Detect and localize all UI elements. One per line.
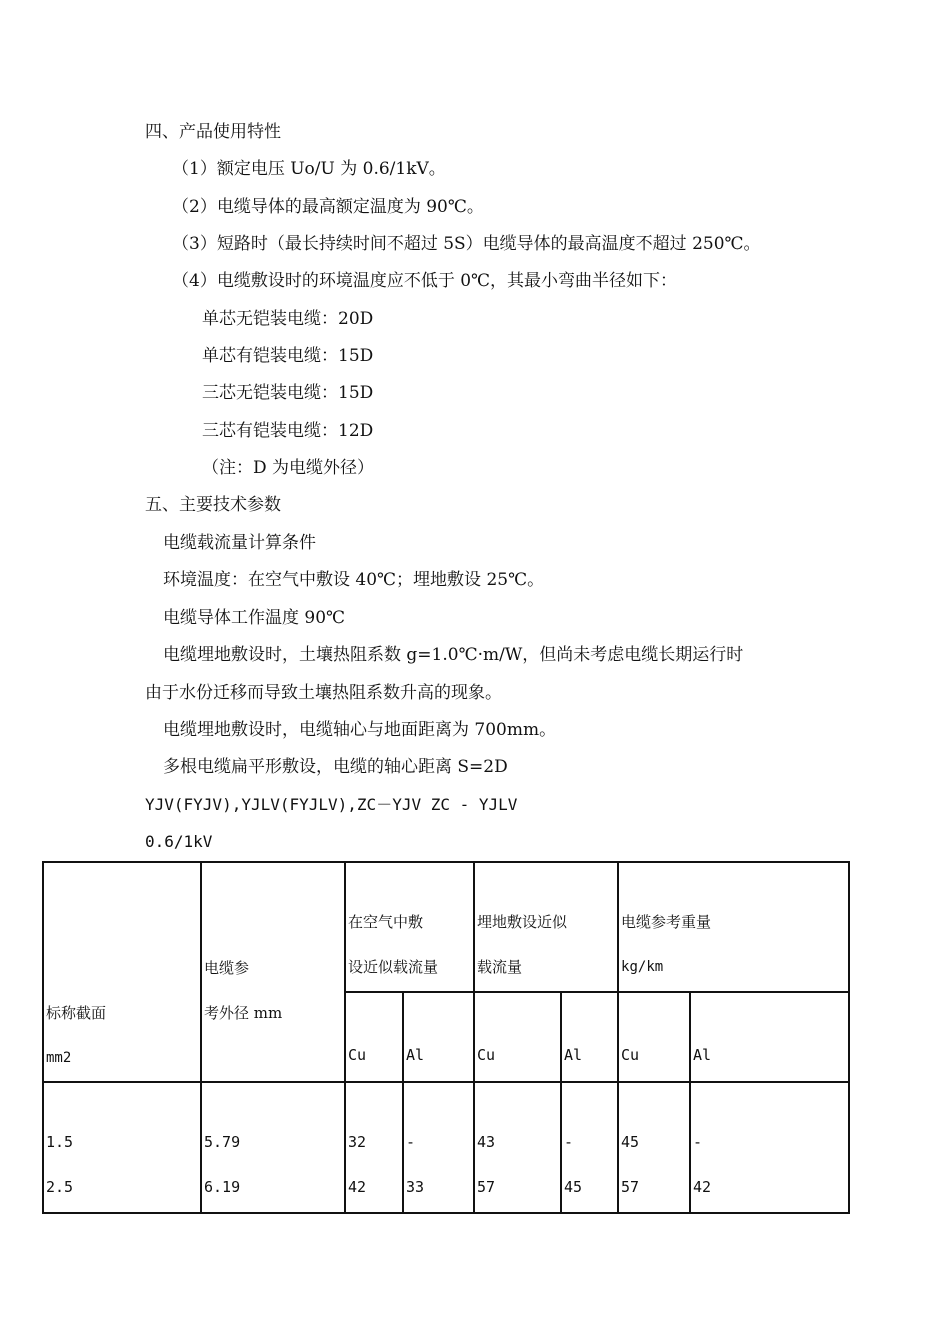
bend-radius-4: 三芯有铠装电缆：12D bbox=[202, 421, 374, 441]
axis-distance: 多根电缆扁平形敷设，电缆的轴心距离 S=2D bbox=[163, 757, 508, 777]
air-label-2: 设近似载流量 bbox=[348, 958, 439, 976]
ground-label-1: 埋地敷设近似 bbox=[477, 913, 568, 931]
size-cell: 1.5 2.5 bbox=[43, 1082, 201, 1213]
ground-label-2: 载流量 bbox=[477, 958, 523, 976]
weight-label: 电缆参考重量 bbox=[621, 913, 712, 931]
current-capacity-table bbox=[42, 861, 850, 1214]
header-ground-capacity bbox=[474, 862, 618, 992]
air-cu-header: Cu bbox=[345, 992, 403, 1082]
air-cu-cell: 32 42 bbox=[345, 1082, 403, 1213]
ground-al-cell: - 45 bbox=[561, 1082, 618, 1213]
soil-resistivity: 电缆埋地敷设时，土壤热阻系数 g=1.0℃·m/W，但尚未考虑电缆长期运行时 bbox=[163, 645, 744, 665]
header-air-capacity bbox=[345, 862, 474, 992]
section4-heading: 四、产品使用特性 bbox=[145, 122, 281, 142]
bend-radius-1: 单芯无铠装电缆：20D bbox=[202, 309, 374, 329]
calc-conditions: 电缆载流量计算条件 bbox=[163, 533, 316, 553]
ambient-temp: 环境温度：在空气中敷设 40℃；埋地敷设 25℃。 bbox=[163, 570, 545, 590]
short-circuit-item: （3）短路时（最长持续时间不超过 5S）电缆导体的最高温度不超过 250℃。 bbox=[172, 234, 761, 254]
laying-temp-item: （4）电缆敷设时的环境温度应不低于 0℃，其最小弯曲半径如下： bbox=[172, 271, 678, 291]
diameter-note: （注：D 为电缆外径） bbox=[202, 458, 375, 478]
bend-radius-3: 三芯无铠装电缆：15D bbox=[202, 383, 374, 403]
nominal-label: 标称截面 bbox=[46, 1004, 107, 1022]
air-label-1: 在空气中敷 bbox=[348, 913, 424, 931]
header-weight bbox=[618, 862, 849, 992]
header-row-1 bbox=[43, 862, 849, 992]
ground-cu-header: Cu bbox=[474, 992, 561, 1082]
soil-resistivity-cont: 由于水份迁移而导致土壤热阻系数升高的现象。 bbox=[145, 683, 502, 703]
working-temp: 电缆导体工作温度 90℃ bbox=[163, 608, 346, 628]
nominal-unit: mm2 bbox=[46, 1050, 72, 1066]
air-al-cell: - 33 bbox=[403, 1082, 474, 1213]
air-al-header: Al bbox=[403, 992, 474, 1082]
rated-voltage-item: （1）额定电压 Uo/U 为 0.6/1kV。 bbox=[172, 159, 446, 179]
cable-models: YJV(FYJV),YJLV(FYJLV),ZC－YJV ZC - YJLV bbox=[145, 795, 518, 814]
diameter-cell: 5.79 6.19 bbox=[201, 1082, 345, 1213]
weight-cu-cell: 45 57 bbox=[618, 1082, 690, 1213]
bend-radius-2: 单芯有铠装电缆：15D bbox=[202, 346, 374, 366]
ground-al-header: Al bbox=[561, 992, 618, 1082]
burial-depth: 电缆埋地敷设时，电缆轴心与地面距离为 700mm。 bbox=[163, 720, 557, 740]
section5-heading: 五、主要技术参数 bbox=[145, 495, 281, 515]
diameter-label: 电缆参 bbox=[204, 959, 250, 977]
weight-cu-header: Cu bbox=[618, 992, 690, 1082]
header-diameter bbox=[201, 862, 345, 1082]
voltage-rating: 0.6/1kV bbox=[145, 832, 213, 851]
max-temp-item: （2）电缆导体的最高额定温度为 90℃。 bbox=[172, 197, 484, 217]
ground-cu-cell: 43 57 bbox=[474, 1082, 561, 1213]
weight-unit: kg/km bbox=[621, 959, 664, 975]
weight-al-header: Al bbox=[690, 992, 849, 1082]
diameter-unit: 考外径 mm bbox=[204, 1004, 283, 1022]
weight-al-cell: - 42 bbox=[690, 1082, 849, 1213]
header-nominal-section bbox=[43, 862, 201, 1082]
table-row bbox=[43, 1082, 849, 1213]
